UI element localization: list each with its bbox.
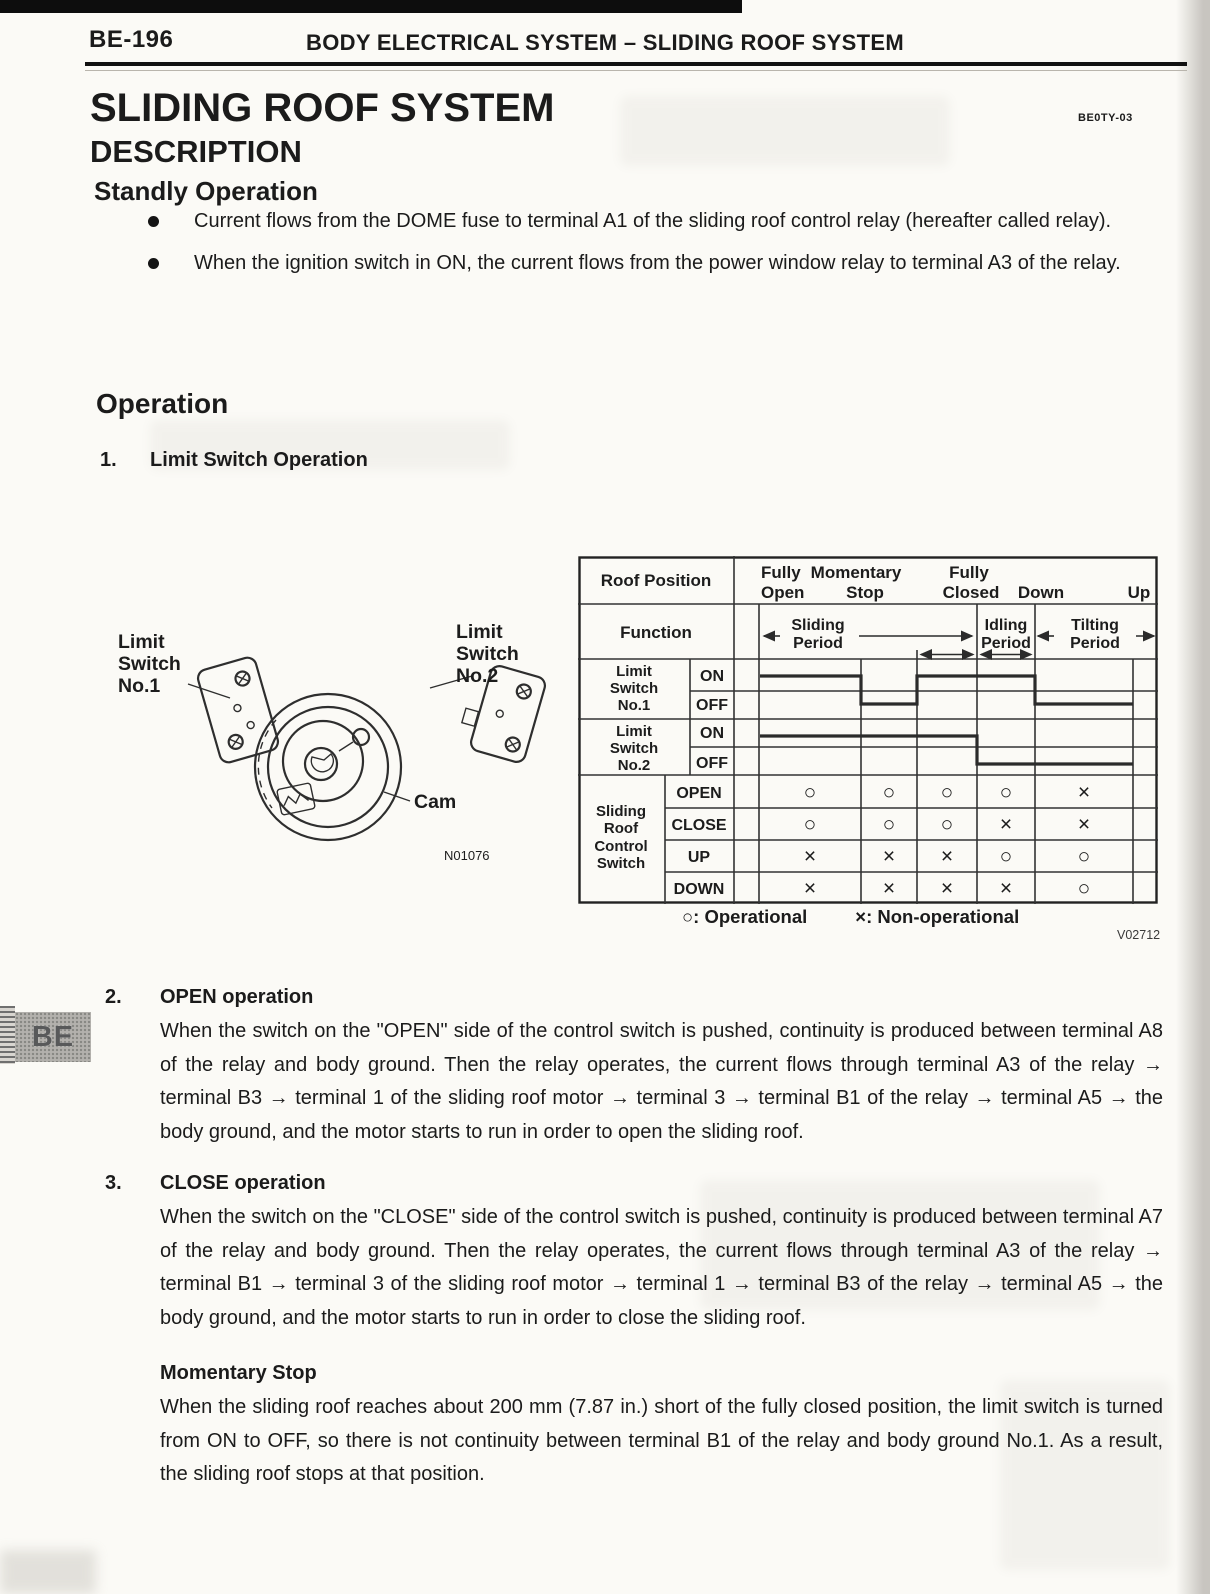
col-up: Up — [1127, 583, 1151, 602]
mark-cell: ○ — [882, 781, 896, 804]
sliding-period-label: Sliding — [791, 617, 845, 634]
legend-non-operational: ×: Non-operational — [855, 906, 1020, 927]
ls2-row-label: Limit — [616, 723, 652, 740]
cam-drawing — [255, 694, 401, 840]
mark-cell: ○ — [882, 813, 896, 836]
cam-peg-link — [339, 742, 353, 751]
section-heading — [105, 1172, 1167, 1195]
ls2-off-label: OFF — [696, 755, 728, 772]
ls1-row-label: No.1 — [617, 697, 651, 714]
bullet-text: Current flows from the DOME fuse to terminal A1 of the sliding roof control relay (hereafter called relay). — [194, 210, 1112, 232]
col-fully-closed-top: Fully — [949, 563, 989, 582]
mark-cell: ○ — [803, 781, 817, 804]
scan-right-edge-band — [1176, 0, 1210, 1594]
cam-label: Cam — [414, 791, 457, 813]
row-up-label: UP — [687, 849, 711, 866]
scan-corner-smudge — [0, 1550, 96, 1594]
bullet-icon — [148, 216, 159, 227]
section-number: 3. — [105, 1172, 122, 1194]
control-switch-label: Roof — [603, 820, 639, 837]
mark-cell: ○ — [999, 845, 1013, 868]
section-title: CLOSE operation — [160, 1172, 326, 1194]
cam-inner-ring — [283, 721, 363, 801]
ls1-row-label: Switch — [609, 680, 659, 697]
ls1-off-label: OFF — [696, 697, 728, 714]
ls2-waveform — [760, 736, 1133, 764]
ls2-row-label: No.2 — [617, 757, 651, 774]
scan-bleed-artifact — [620, 96, 950, 166]
page-number: BE-196 — [89, 26, 174, 53]
cam-ring — [268, 707, 388, 827]
header-rule-shadow — [85, 70, 1187, 71]
tilting-period-label: Tilting — [1071, 617, 1119, 634]
ls1-on-label: ON — [700, 668, 724, 685]
row-down-label: DOWN — [673, 881, 725, 898]
mark-cell: × — [999, 877, 1013, 900]
mark-cell: ○ — [1077, 877, 1091, 900]
bullet-text: When the ignition switch in ON, the current flows from the power window relay to terminal A3 of the relay. — [194, 252, 1121, 274]
control-switch-label: Sliding — [596, 803, 646, 820]
section-tab-label: BE — [31, 1020, 75, 1053]
section-title: Momentary Stop — [160, 1362, 317, 1384]
col-momentary-stop: Stop — [846, 583, 884, 602]
tilting-period-label: Period — [1070, 635, 1120, 652]
col-fully-open: Open — [761, 583, 805, 602]
doc-code: BE0TY-03 — [1078, 112, 1133, 124]
standby-bullet-list — [148, 205, 1170, 289]
idling-period-label: Period — [981, 635, 1031, 652]
mark-cell: × — [803, 877, 817, 900]
col-fully-open-top: Fully — [761, 563, 801, 582]
ls1-label-line: Limit — [118, 631, 165, 653]
mark-cell: × — [803, 845, 817, 868]
item-1-heading — [100, 449, 368, 472]
section-close-operation — [105, 1172, 1167, 1335]
section-momentary-stop — [160, 1362, 1167, 1492]
cam-hub-notch — [311, 754, 333, 772]
control-switch-label: Control — [594, 838, 648, 855]
mark-cell: ○ — [940, 781, 954, 804]
header-title: BODY ELECTRICAL SYSTEM – SLIDING ROOF SYSTEM — [306, 30, 904, 55]
ls2-label-line: No.2 — [456, 665, 499, 687]
description-heading: DESCRIPTION — [90, 134, 302, 169]
mark-cell: × — [999, 813, 1013, 836]
sliding-period-label: Period — [793, 635, 843, 652]
table-gridlines — [578, 556, 1158, 904]
ls2-row-label: Switch — [609, 740, 659, 757]
row-open-label: OPEN — [676, 785, 722, 802]
leader-line-ls1 — [188, 684, 230, 698]
section-body: When the switch on the "OPEN" side of the control switch is pushed, continuity is produced between terminal A8 of the relay and body ground. Then the relay operates, the current flows through terminal A3 of the relay → terminal B3 → terminal 1 of the sliding roof motor → terminal 3 → terminal B1 of the relay → terminal A5 → the body ground, and the motor starts to run in order to open the sliding roof. — [160, 1020, 1163, 1143]
ls1-row-label: Limit — [616, 663, 652, 680]
item-title: Limit Switch Operation — [150, 449, 368, 471]
mark-cell: × — [882, 845, 896, 868]
ls1-label-line: Switch — [118, 653, 181, 675]
row-close-label: CLOSE — [671, 817, 727, 834]
limit-switch-1-drawing — [196, 656, 280, 765]
ls1-label-line: No.1 — [118, 675, 161, 697]
idling-period-label: Idling — [984, 617, 1028, 634]
mark-cell: ○ — [999, 781, 1013, 804]
section-open-operation — [105, 986, 1167, 1149]
roof-position-header: Roof Position — [600, 571, 712, 590]
mark-cell: × — [1077, 813, 1091, 836]
mark-cell: × — [940, 845, 954, 868]
section-title: OPEN operation — [160, 986, 314, 1008]
legend-operational: ○: Operational — [682, 906, 808, 927]
cam-outer-circle — [255, 694, 401, 840]
limit-switch-diagram — [100, 592, 570, 902]
function-header: Function — [620, 623, 692, 642]
mark-cell: × — [940, 877, 954, 900]
col-fully-closed: Closed — [942, 583, 1000, 602]
ls2-on-label: ON — [700, 725, 724, 742]
limit-switch-timing-table — [578, 556, 1158, 904]
figure-number-table: V02712 — [1117, 928, 1161, 942]
col-momentary-top: Momentary — [810, 563, 902, 582]
section-body: When the switch on the "CLOSE" side of the control switch is pushed, continuity is produced between terminal A7 of the relay and body ground. Then the relay operates, the current flows through terminal A3 of the relay → terminal B1 → terminal 3 of the sliding roof motor → terminal 1 → terminal B3 of the relay → terminal A5 → the body ground, and the motor starts to run in order to close the sliding roof. — [160, 1206, 1163, 1329]
section-number: 2. — [105, 986, 122, 1008]
mark-cell: × — [1077, 781, 1091, 804]
scan-top-bar — [0, 0, 742, 13]
section-body: When the sliding roof reaches about 200 mm (7.87 in.) short of the fully closed position, the limit switch is turned from ON to OFF, so there is not continuity between terminal B1 of the relay and body ground No.1. As a result, the sliding roof stops at that position. — [160, 1396, 1163, 1485]
list-item — [148, 205, 1170, 238]
ls1-waveform — [760, 676, 1133, 704]
mark-cell: ○ — [940, 813, 954, 836]
bullet-icon — [148, 258, 159, 269]
binder-edge-hatch — [0, 1006, 15, 1064]
table-border — [580, 558, 1157, 903]
col-down: Down — [1017, 583, 1065, 602]
item-number: 1. — [100, 449, 117, 471]
header-rule — [85, 62, 1187, 66]
mark-cell: ○ — [1077, 845, 1091, 868]
page-title: SLIDING ROOF SYSTEM — [90, 86, 555, 130]
standby-operation-heading: Standly Operation — [94, 176, 318, 206]
table-legend — [682, 906, 1019, 928]
section-heading — [105, 986, 1167, 1009]
list-item — [148, 247, 1170, 280]
operation-heading: Operation — [96, 388, 229, 419]
ls2-label-line: Limit — [456, 621, 503, 643]
mark-cell: × — [882, 877, 896, 900]
figure-number-diagram: N01076 — [444, 848, 490, 863]
control-switch-label: Switch — [596, 855, 646, 872]
section-tab-be — [15, 1012, 91, 1062]
mark-cell: ○ — [803, 813, 817, 836]
ls2-label-line: Switch — [456, 643, 519, 665]
